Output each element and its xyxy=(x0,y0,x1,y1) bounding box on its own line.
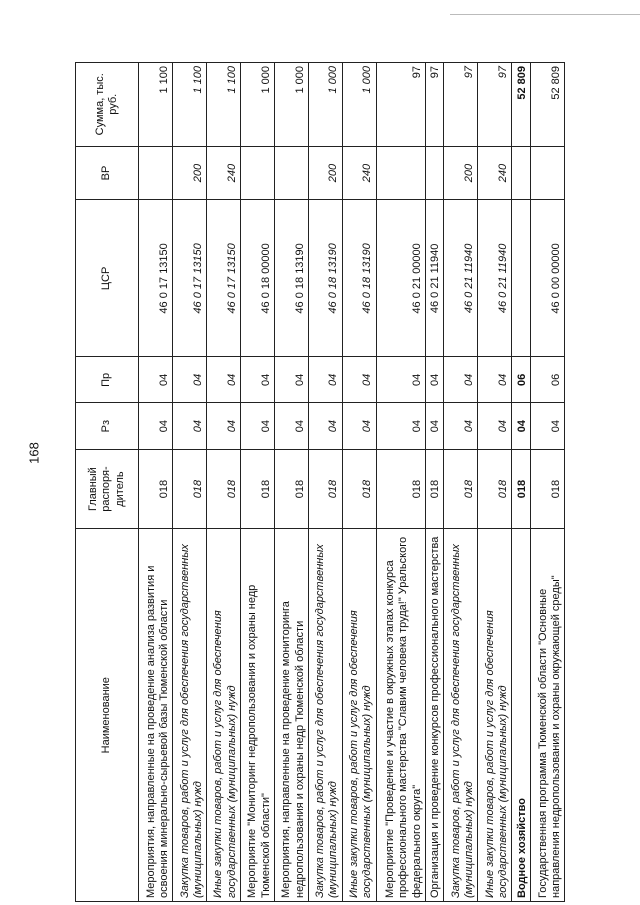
cell-csr: 46 0 18 00000 xyxy=(240,200,274,357)
cell-sum: 1 000 xyxy=(342,63,376,147)
cell-admin: 018 xyxy=(444,449,478,529)
cell-vr xyxy=(512,146,531,200)
cell-rz: 04 xyxy=(274,403,308,449)
table-row xyxy=(478,63,512,902)
cell-sum: 97 xyxy=(444,63,478,147)
cell-name: Организация и проведение конкурсов профессионального мастерства xyxy=(425,529,444,902)
cell-admin: 018 xyxy=(308,449,342,529)
cell-pr: 04 xyxy=(206,357,240,403)
header-pr: Пр xyxy=(76,357,139,403)
cell-admin: 018 xyxy=(206,449,240,529)
table-row xyxy=(206,63,240,902)
cell-vr: 200 xyxy=(308,146,342,200)
cell-pr: 04 xyxy=(478,357,512,403)
cell-vr xyxy=(376,146,425,200)
header-name: Наименование xyxy=(76,529,139,902)
header-sum: Сумма, тыс. руб. xyxy=(76,63,139,147)
cell-name: Иные закупки товаров, работ и услуг для обеспечения государственных (муниципальных) нужд xyxy=(206,529,240,902)
cell-rz: 04 xyxy=(512,403,531,449)
cell-name: Мероприятия, направленные на проведение анализа развития и освоения минерально-сырьевой базы Тюменской области xyxy=(139,529,173,902)
cell-rz: 04 xyxy=(478,403,512,449)
cell-csr xyxy=(512,200,531,357)
cell-admin: 018 xyxy=(512,449,531,529)
cell-vr xyxy=(139,146,173,200)
cell-sum: 1 100 xyxy=(172,63,206,147)
cell-sum: 1 100 xyxy=(206,63,240,147)
table-row xyxy=(512,63,531,902)
cell-rz: 04 xyxy=(172,403,206,449)
cell-name: Водное хозяйство xyxy=(512,529,531,902)
cell-vr xyxy=(274,146,308,200)
cell-vr: 240 xyxy=(206,146,240,200)
table-row xyxy=(444,63,478,902)
cell-sum: 52 809 xyxy=(531,63,565,147)
cell-pr: 04 xyxy=(342,357,376,403)
cell-rz: 04 xyxy=(139,403,173,449)
cell-pr: 04 xyxy=(376,357,425,403)
cell-rz: 04 xyxy=(531,403,565,449)
cell-csr: 46 0 21 11940 xyxy=(478,200,512,357)
cell-name: Иные закупки товаров, работ и услуг для обеспечения государственных (муниципальных) нужд xyxy=(478,529,512,902)
cell-pr: 06 xyxy=(531,357,565,403)
header-rz: Рз xyxy=(76,403,139,449)
cell-csr: 46 0 17 13150 xyxy=(172,200,206,357)
cell-vr: 240 xyxy=(342,146,376,200)
header-vr: ВР xyxy=(76,146,139,200)
cell-rz: 04 xyxy=(240,403,274,449)
cell-csr: 46 0 00 00000 xyxy=(531,200,565,357)
cell-csr: 46 0 21 00000 xyxy=(376,200,425,357)
cell-vr: 200 xyxy=(444,146,478,200)
cell-admin: 018 xyxy=(531,449,565,529)
cell-admin: 018 xyxy=(139,449,173,529)
cell-pr: 04 xyxy=(425,357,444,403)
table-row xyxy=(172,63,206,902)
cell-rz: 04 xyxy=(376,403,425,449)
cell-csr: 46 0 18 13190 xyxy=(308,200,342,357)
cell-csr: 46 0 21 11940 xyxy=(425,200,444,357)
cell-vr: 200 xyxy=(172,146,206,200)
budget-table xyxy=(75,62,565,902)
table-frame xyxy=(75,62,565,902)
cell-admin: 018 xyxy=(274,449,308,529)
cell-admin: 018 xyxy=(376,449,425,529)
table-row xyxy=(425,63,444,902)
cell-sum: 52 809 xyxy=(512,63,531,147)
cell-pr: 04 xyxy=(308,357,342,403)
cell-csr: 46 0 18 13190 xyxy=(342,200,376,357)
cell-csr: 46 0 21 11940 xyxy=(444,200,478,357)
cell-name: Закупка товаров, работ и услуг для обеспечения государственных (муниципальных) нужд xyxy=(308,529,342,902)
cell-admin: 018 xyxy=(342,449,376,529)
cell-sum: 1 000 xyxy=(240,63,274,147)
cell-sum: 1 000 xyxy=(308,63,342,147)
cell-csr: 46 0 17 13150 xyxy=(139,200,173,357)
header-csr: ЦСР xyxy=(76,200,139,357)
table-header-row xyxy=(76,63,139,902)
cell-sum: 97 xyxy=(376,63,425,147)
cell-name: Закупка товаров, работ и услуг для обеспечения государственных (муниципальных) нужд xyxy=(172,529,206,902)
cell-sum: 97 xyxy=(425,63,444,147)
cell-sum: 97 xyxy=(478,63,512,147)
cell-admin: 018 xyxy=(240,449,274,529)
cell-vr xyxy=(425,146,444,200)
table-row xyxy=(531,63,565,902)
cell-name: Мероприятия, направленные на проведение мониторинга недропользования и охраны недр Тюменской области xyxy=(274,529,308,902)
table-row xyxy=(274,63,308,902)
header-admin: Главный распоря-дитель xyxy=(76,449,139,529)
cell-sum: 1 100 xyxy=(139,63,173,147)
cell-name: Иные закупки товаров, работ и услуг для обеспечения государственных (муниципальных) нужд xyxy=(342,529,376,902)
table-row xyxy=(139,63,173,902)
table-row xyxy=(342,63,376,902)
cell-name: Закупка товаров, работ и услуг для обеспечения государственных (муниципальных) нужд xyxy=(444,529,478,902)
cell-rz: 04 xyxy=(206,403,240,449)
cell-csr: 46 0 18 13190 xyxy=(274,200,308,357)
top-rule xyxy=(450,14,640,15)
cell-pr: 04 xyxy=(240,357,274,403)
cell-rz: 04 xyxy=(342,403,376,449)
cell-name: Мероприятие "Проведение и участие в окружных этапах конкурса профессионального мастерства "Славим человека труда!" Уральского федерального округа" xyxy=(376,529,425,902)
cell-pr: 04 xyxy=(444,357,478,403)
table-row xyxy=(308,63,342,902)
cell-name: Мероприятие "Мониторинг недропользования и охраны недр Тюменской области" xyxy=(240,529,274,902)
cell-name: Государственная программа Тюменской области "Основные направления недропользования и охраны окружающей среды" xyxy=(531,529,565,902)
cell-csr: 46 0 17 13150 xyxy=(206,200,240,357)
cell-rz: 04 xyxy=(308,403,342,449)
page-number: 168 xyxy=(26,442,42,464)
cell-vr: 240 xyxy=(478,146,512,200)
cell-admin: 018 xyxy=(425,449,444,529)
cell-pr: 04 xyxy=(172,357,206,403)
cell-pr: 06 xyxy=(512,357,531,403)
cell-pr: 04 xyxy=(139,357,173,403)
cell-rz: 04 xyxy=(425,403,444,449)
cell-pr: 04 xyxy=(274,357,308,403)
cell-vr xyxy=(531,146,565,200)
table-row xyxy=(240,63,274,902)
cell-sum: 1 000 xyxy=(274,63,308,147)
cell-admin: 018 xyxy=(478,449,512,529)
cell-admin: 018 xyxy=(172,449,206,529)
table-body xyxy=(139,63,565,902)
cell-rz: 04 xyxy=(444,403,478,449)
table-row xyxy=(376,63,425,902)
cell-vr xyxy=(240,146,274,200)
